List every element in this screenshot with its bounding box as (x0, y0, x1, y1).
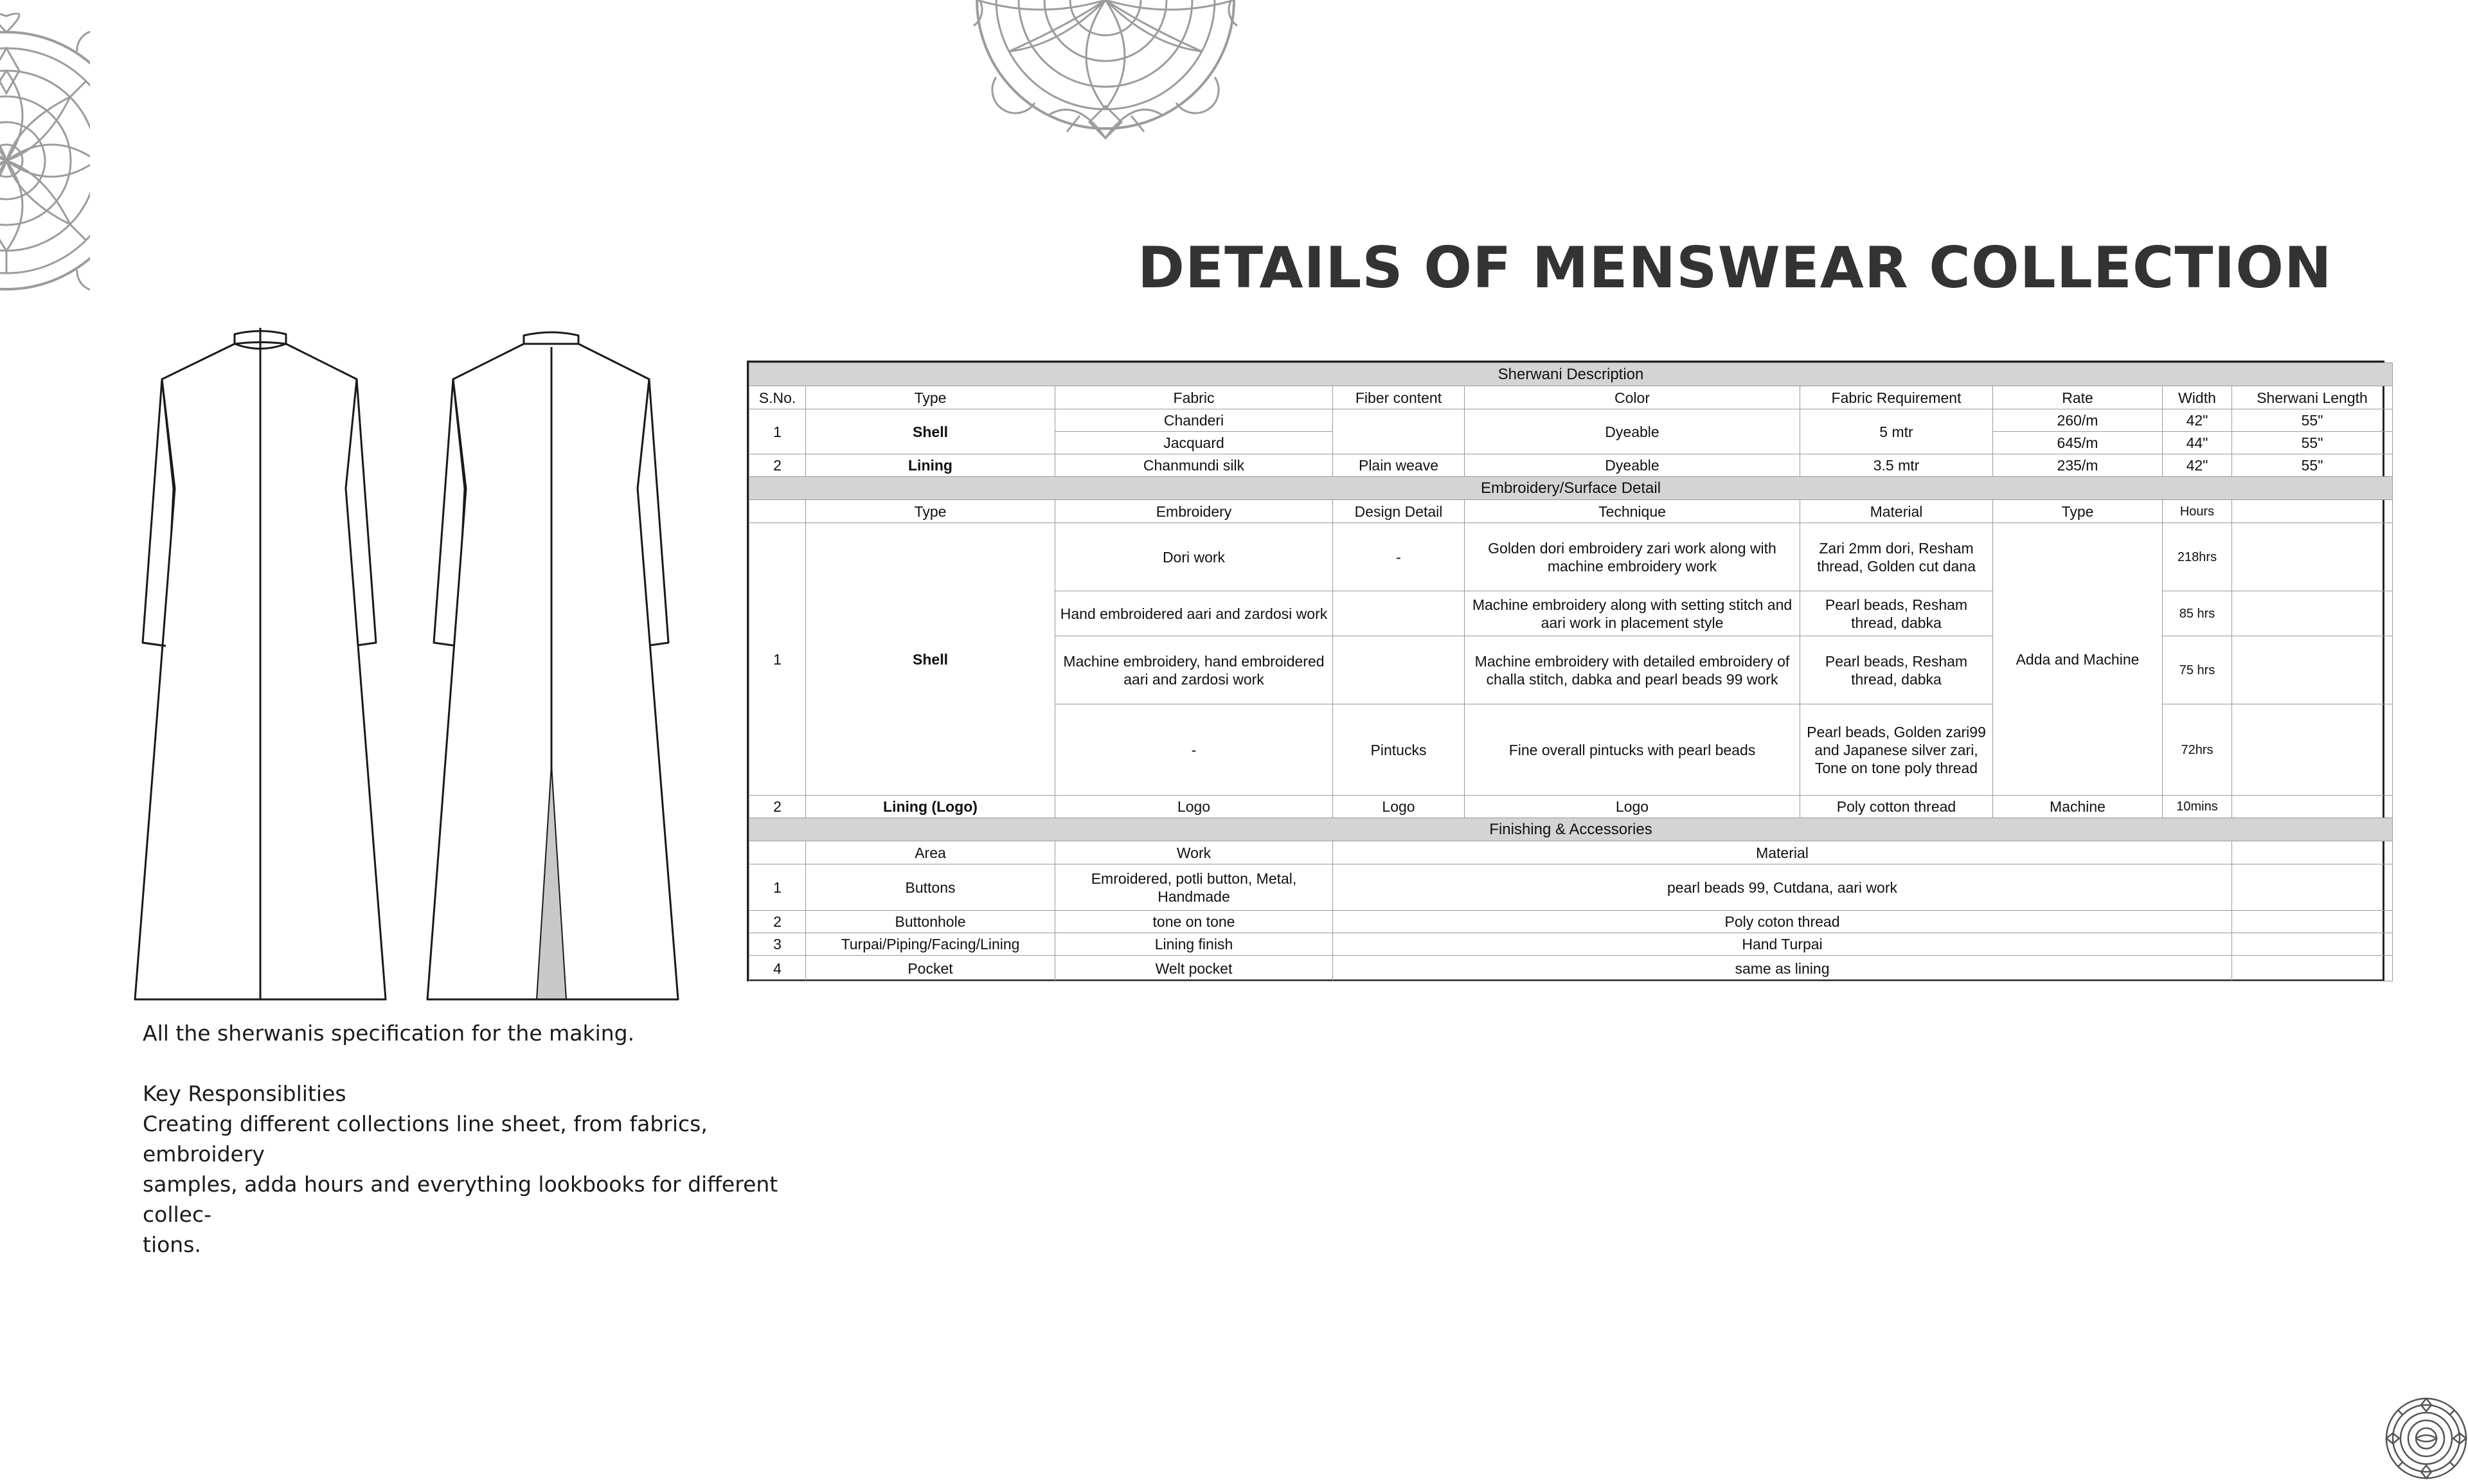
cell-sno: 4 (749, 956, 806, 981)
cell-embroidery: - (1055, 704, 1333, 796)
cell-sno: 2 (749, 911, 806, 933)
mandala-ornament-corner (2381, 1393, 2468, 1483)
column-header: Width (2163, 386, 2232, 409)
column-header: Fabric Requirement (1800, 386, 1993, 409)
section-band-embroidery (749, 477, 2393, 500)
table-header-row (749, 386, 2393, 409)
cell-material: Hand Turpai (1333, 933, 2232, 956)
column-header (749, 500, 806, 523)
cell-design (1333, 636, 1465, 704)
cell-rate: 260/m (1993, 409, 2163, 432)
section-band-finishing (749, 818, 2393, 841)
cell-empty (2232, 591, 2393, 636)
cell-embroidery: Hand embroidered aari and zardosi work (1055, 591, 1333, 636)
cell-empty (2232, 523, 2393, 591)
section-title: Finishing & Accessories (749, 818, 2393, 841)
cell-type: Shell (806, 523, 1055, 796)
cell-material: Poly coton thread (1333, 911, 2232, 933)
table-row (749, 864, 2393, 911)
notes-heading: Key Responsiblities (143, 1081, 346, 1106)
cell-material: Pearl beads, Resham thread, dabka (1800, 636, 1993, 704)
cell-requirement: 5 mtr (1800, 409, 1993, 454)
cell-material: pearl beads 99, Cutdana, aari work (1333, 864, 2232, 911)
column-header: Sherwani Length (2232, 386, 2393, 409)
cell-empty (2232, 864, 2393, 911)
table-row (749, 409, 2393, 432)
table-row (749, 796, 2393, 818)
cell-embroidery: Logo (1055, 796, 1333, 818)
cell-rate: 645/m (1993, 432, 2163, 454)
page-title: DETAILS OF MENSWEAR COLLECTION (1138, 235, 2332, 301)
column-header: Embroidery (1055, 500, 1333, 523)
column-header: Technique (1465, 500, 1800, 523)
column-header: Design Detail (1333, 500, 1465, 523)
cell-work: Lining finish (1055, 933, 1333, 956)
cell-fiber (1333, 409, 1465, 454)
column-header (2232, 500, 2393, 523)
sherwani-front-sketch (135, 328, 386, 999)
cell-sno: 1 (749, 523, 806, 796)
cell-type: Lining (806, 454, 1055, 477)
cell-width: 42" (2163, 454, 2232, 477)
sherwani-flat-sketches (129, 328, 694, 1009)
cell-area: Pocket (806, 956, 1055, 981)
column-header: Type (806, 386, 1055, 409)
cell-embroidery: Machine embroidery, hand embroidered aari and zardosi work (1055, 636, 1333, 704)
column-header: Material (1333, 841, 2232, 864)
cell-material: same as lining (1333, 956, 2232, 981)
cell-color: Dyeable (1465, 409, 1800, 454)
cell-technique: Fine overall pintucks with pearl beads (1465, 704, 1800, 796)
cell-area: Turpai/Piping/Facing/Lining (806, 933, 1055, 956)
cell-sno: 2 (749, 454, 806, 477)
cell-technique: Golden dori embroidery zari work along with machine embroidery work (1465, 523, 1800, 591)
cell-sno: 3 (749, 933, 806, 956)
cell-sno: 2 (749, 796, 806, 818)
cell-method: Machine (1993, 796, 2163, 818)
cell-fiber: Plain weave (1333, 454, 1465, 477)
cell-embroidery: Dori work (1055, 523, 1333, 591)
cell-design: Pintucks (1333, 704, 1465, 796)
cell-hours: 85 hrs (2163, 591, 2232, 636)
column-header: Type (1993, 500, 2163, 523)
cell-design (1333, 591, 1465, 636)
cell-sno: 1 (749, 409, 806, 454)
cell-material: Pearl beads, Resham thread, dabka (1800, 591, 1993, 636)
cell-technique: Machine embroidery along with setting stitch and aari work in placement style (1465, 591, 1800, 636)
cell-type: Lining (Logo) (806, 796, 1055, 818)
cell-hours: 10mins (2163, 796, 2232, 818)
column-header: Type (806, 500, 1055, 523)
mandala-ornament-left (0, 13, 90, 308)
column-header: Work (1055, 841, 1333, 864)
column-header: Fabric (1055, 386, 1333, 409)
column-header: Rate (1993, 386, 2163, 409)
cell-empty (2232, 796, 2393, 818)
cell-fabric: Chanderi (1055, 409, 1333, 432)
cell-hours: 72hrs (2163, 704, 2232, 796)
cell-hours: 75 hrs (2163, 636, 2232, 704)
cell-area: Buttonhole (806, 911, 1055, 933)
sherwani-back-sketch (427, 332, 678, 999)
cell-length: 55" (2232, 409, 2393, 432)
cell-empty (2232, 704, 2393, 796)
cell-material: Zari 2mm dori, Resham thread, Golden cut dana (1800, 523, 1993, 591)
column-header: Material (1800, 500, 1993, 523)
notes-line-spec: All the sherwanis specification for the making. (143, 1021, 635, 1046)
cell-width: 42" (2163, 409, 2232, 432)
column-header: Fiber content (1333, 386, 1465, 409)
table-row (749, 956, 2393, 981)
cell-rate: 235/m (1993, 454, 2163, 477)
column-header: S.No. (749, 386, 806, 409)
cell-area: Buttons (806, 864, 1055, 911)
table-row (749, 911, 2393, 933)
cell-fabric: Jacquard (1055, 432, 1333, 454)
cell-empty (2232, 911, 2393, 933)
cell-length: 55" (2232, 454, 2393, 477)
cell-technique: Machine embroidery with detailed embroidery of challa stitch, dabka and pearl beads 99 work (1465, 636, 1800, 704)
column-header: Area (806, 841, 1055, 864)
notes-line: samples, adda hours and everything lookbooks for different collec- (143, 1172, 778, 1227)
cell-material: Pearl beads, Golden zari99 and Japanese silver zari, Tone on tone poly thread (1800, 704, 1993, 796)
notes-block (143, 1018, 818, 1260)
cell-work: tone on tone (1055, 911, 1333, 933)
notes-line: Creating different collections line sheet, from fabrics, embroidery (143, 1111, 708, 1167)
column-header (749, 841, 806, 864)
table-header-row (749, 500, 2393, 523)
cell-sno: 1 (749, 864, 806, 911)
cell-width: 44" (2163, 432, 2232, 454)
section-title: Embroidery/Surface Detail (749, 477, 2393, 500)
sherwani-spec-table (749, 362, 2393, 981)
notes-line: tions. (143, 1232, 201, 1257)
cell-material: Poly cotton thread (1800, 796, 1993, 818)
cell-empty (2232, 956, 2393, 981)
cell-color: Dyeable (1465, 454, 1800, 477)
cell-technique: Logo (1465, 796, 1800, 818)
table-header-row (749, 841, 2393, 864)
cell-work: Emroidered, potli button, Metal, Handmade (1055, 864, 1333, 911)
cell-method: Adda and Machine (1993, 523, 2163, 796)
column-header: Hours (2163, 500, 2232, 523)
column-header (2232, 841, 2393, 864)
table-row (749, 454, 2393, 477)
table-row (749, 523, 2393, 591)
spec-table-frame (747, 361, 2384, 981)
cell-empty (2232, 933, 2393, 956)
cell-requirement: 3.5 mtr (1800, 454, 1993, 477)
table-row (749, 933, 2393, 956)
column-header: Color (1465, 386, 1800, 409)
cell-empty (2232, 636, 2393, 704)
cell-length: 55" (2232, 432, 2393, 454)
cell-fabric: Chanmundi silk (1055, 454, 1333, 477)
section-band-description (749, 363, 2393, 386)
mandala-ornament-top (926, 0, 1285, 141)
section-title: Sherwani Description (749, 363, 2393, 386)
cell-work: Welt pocket (1055, 956, 1333, 981)
cell-design: - (1333, 523, 1465, 591)
cell-hours: 218hrs (2163, 523, 2232, 591)
cell-type: Shell (806, 409, 1055, 454)
cell-design: Logo (1333, 796, 1465, 818)
